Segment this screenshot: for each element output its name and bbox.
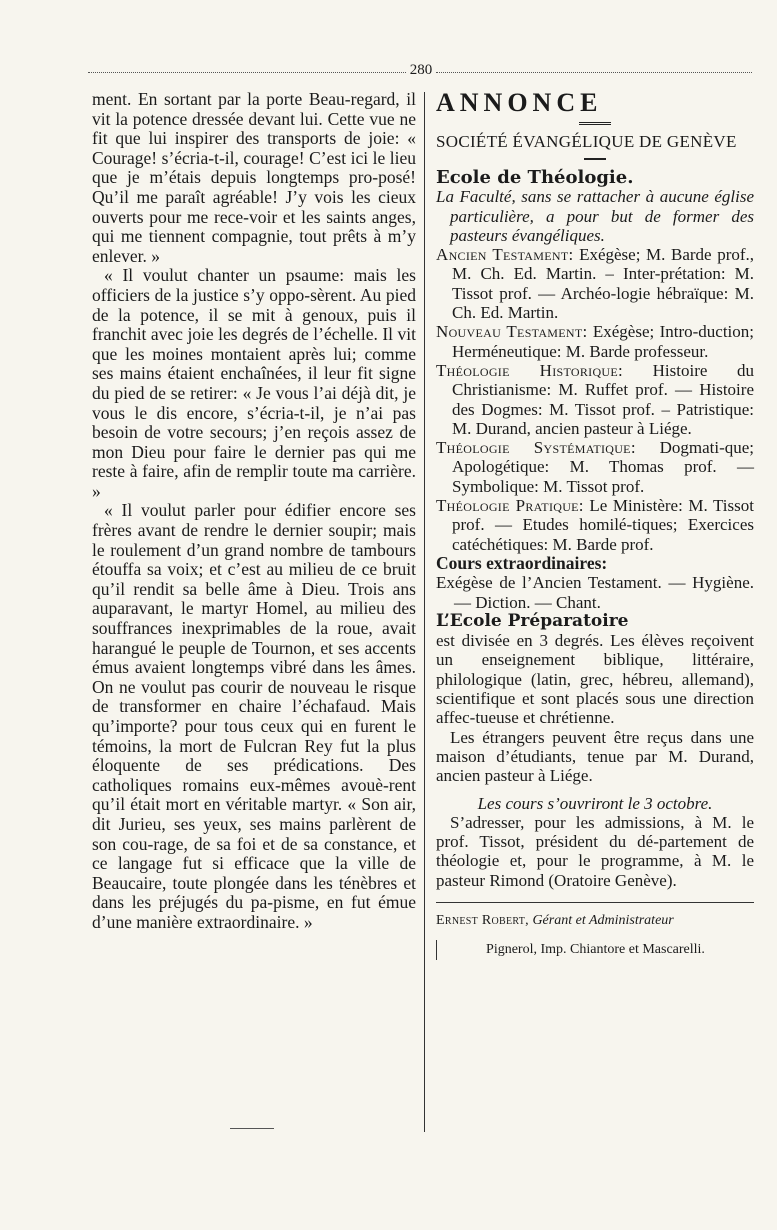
page-number: 280 xyxy=(409,62,433,78)
printer-line: Pignerol, Imp. Chiantore et Mascarelli. xyxy=(436,940,754,959)
course-label: Ancien Testament: xyxy=(436,245,574,265)
society-rule xyxy=(584,158,606,160)
course-label: Nouveau Testament: xyxy=(436,322,588,342)
publisher-name: Ernest Robert, xyxy=(436,912,529,928)
course-label: Théologie Systématique: xyxy=(436,438,636,458)
extra-courses-title: Cours extraordinaires: xyxy=(436,552,608,573)
course-entry xyxy=(436,438,754,496)
article-paragraph: « Il voulut parler pour édifier encore ses frères avant de rendre le dernier soupir; mais le roulement d’un grand nombre de tambours étouffa sa voix; et c’est au milieu de ce bruit qu’il rendit sa belle âme à Dieu. Trois ans auparavant, le martyr Homel, au milieu des souffrances inexprimables de la roue, avait harangué le peuple de Tournon, et ses accents émus avaient longtemps vibré dans les âmes. On ne voulut pas courir de nouveau le risque de transformer en chaire l’échafaud. Mais qu’importe? pour tous ceux qui en furent le témoins, la mort de Fulcran Rey fut la plus éloquente de ses prédications. Des catholiques romains eux-mêmes avouè-rent qu’il était mort en véritable martyr. « Son air, dit Jurieu, ses yeux, ses mains parlèrent de son cou-rage, de sa foi et de sa constance, et ce langage fut si efficace que la ville de Beaucaire, toute plongée dans les ténèbres et dans les préjugés du pa-pisme, en fut émue d’une manière extraordinaire. » xyxy=(92,500,416,932)
course-text: Exégèse; Intro-duction; Herméneutique: M. Barde professeur. xyxy=(452,322,754,361)
contact-text: S’adresser, pour les admissions, à M. le prof. Tissot, président du dé-partement de théologie et, pour le programme, à M. le pasteur Rimond (Oratoire Genève). xyxy=(436,812,754,890)
publisher-role: Gérant et Administrateur xyxy=(528,912,674,928)
title-rule xyxy=(579,122,611,125)
course-label: Théologie Pratique: xyxy=(436,496,584,516)
column-divider xyxy=(424,92,425,1132)
page-header xyxy=(88,62,752,82)
course-entry xyxy=(436,245,754,322)
course-entry xyxy=(436,322,754,361)
course-text: Exégèse; M. Barde prof., M. Ch. Ed. Martin. – Inter-prétation: M. Tissot prof. — Archéo-logie hébraïque: M. Ch. Ed. Martin. xyxy=(452,245,755,323)
article-column xyxy=(92,90,416,933)
foreigners-text: Les étrangers peuvent être reçus dans une maison d’étudiants, tenue par M. Durand, ancien pasteur à Liége. xyxy=(436,727,754,786)
prep-school-title: L’Ecole Préparatoire xyxy=(436,610,629,631)
faculty-intro: La Faculté, sans se rattacher à aucune église particulière, a pour but de former des pasteurs évangéliques. xyxy=(436,187,754,245)
extra-courses-text: Exégèse de l’Ancien Testament. — Hygiène. — Diction. — Chant. xyxy=(436,573,754,612)
announcement-title: ANNONCE xyxy=(436,88,603,117)
article-end-rule xyxy=(230,1128,274,1129)
publisher-line xyxy=(436,911,754,930)
school-title: Ecole de Théologie. xyxy=(436,167,634,188)
opening-date: Les cours s’ouvriront le 3 octobre. xyxy=(477,793,713,813)
footer-rule xyxy=(436,902,754,903)
header-rule-left xyxy=(88,72,406,73)
announcement-column xyxy=(436,88,754,960)
course-text: Dogmati-que; Apologétique: M. Thomas prof. — Symbolique: M. Tissot prof. xyxy=(452,438,754,496)
course-text: Le Ministère: M. Tissot prof. — Etudes homilé-tiques; Exercices catéchétiques: M. Barde prof. xyxy=(452,496,754,554)
article-paragraph: ment. En sortant par la porte Beau-regard, il vit la potence dressée devant lui. Cette vue ne fit que lui inspirer des transports de joie: « Courage! s’écria-t-il, courage! C’est ici le lieu que je m’étais depuis longtemps pro-posé! Qu’il me paraît agréable! J’y vois les cieux ouverts pour me rece-voir et les saints anges, qui me tiennent compagnie, tout prêts à m’y enlever. » xyxy=(92,89,416,266)
prep-school-text: est divisée en 3 degrés. Les élèves reçoivent un enseignement biblique, littéraire, philologique (latin, grec, hébreu, allemand), scientifique et sont placés sous une direction affec-tueuse et chrétienne. xyxy=(436,631,754,728)
course-text: Histoire du Christianisme: M. Ruffet prof. — Histoire des Dogmes: M. Tissot prof. – Patristique: M. Durand, ancien pasteur à Liége. xyxy=(452,360,754,438)
course-label: Théologie Historique: xyxy=(436,360,624,380)
course-entry xyxy=(436,496,754,554)
course-entry xyxy=(436,361,754,438)
header-rule-right xyxy=(436,72,752,73)
article-paragraph: « Il voulut chanter un psaume: mais les officiers de la justice s’y oppo-sèrent. Au pied de la potence, il se mit à genoux, puis il franchit avec joie les degrés de l’échelle. Il vit que les moines montaient après lui; comme ses mains étaient enchaînées, il leur fit signe du pied de se retirer: « Je vous l’ai déjà dit, je vous le dis encore, s’écria-t-il, je n’ai pas besoin de votre secours; j’en reçois assez de mon Dieu pour faire le dernier pas qui me reste à faire, afin de remplir toute ma carrière. » xyxy=(92,265,416,501)
society-name: SOCIÉTÉ ÉVANGÉLIQUE DE GENÈVE xyxy=(436,132,737,151)
